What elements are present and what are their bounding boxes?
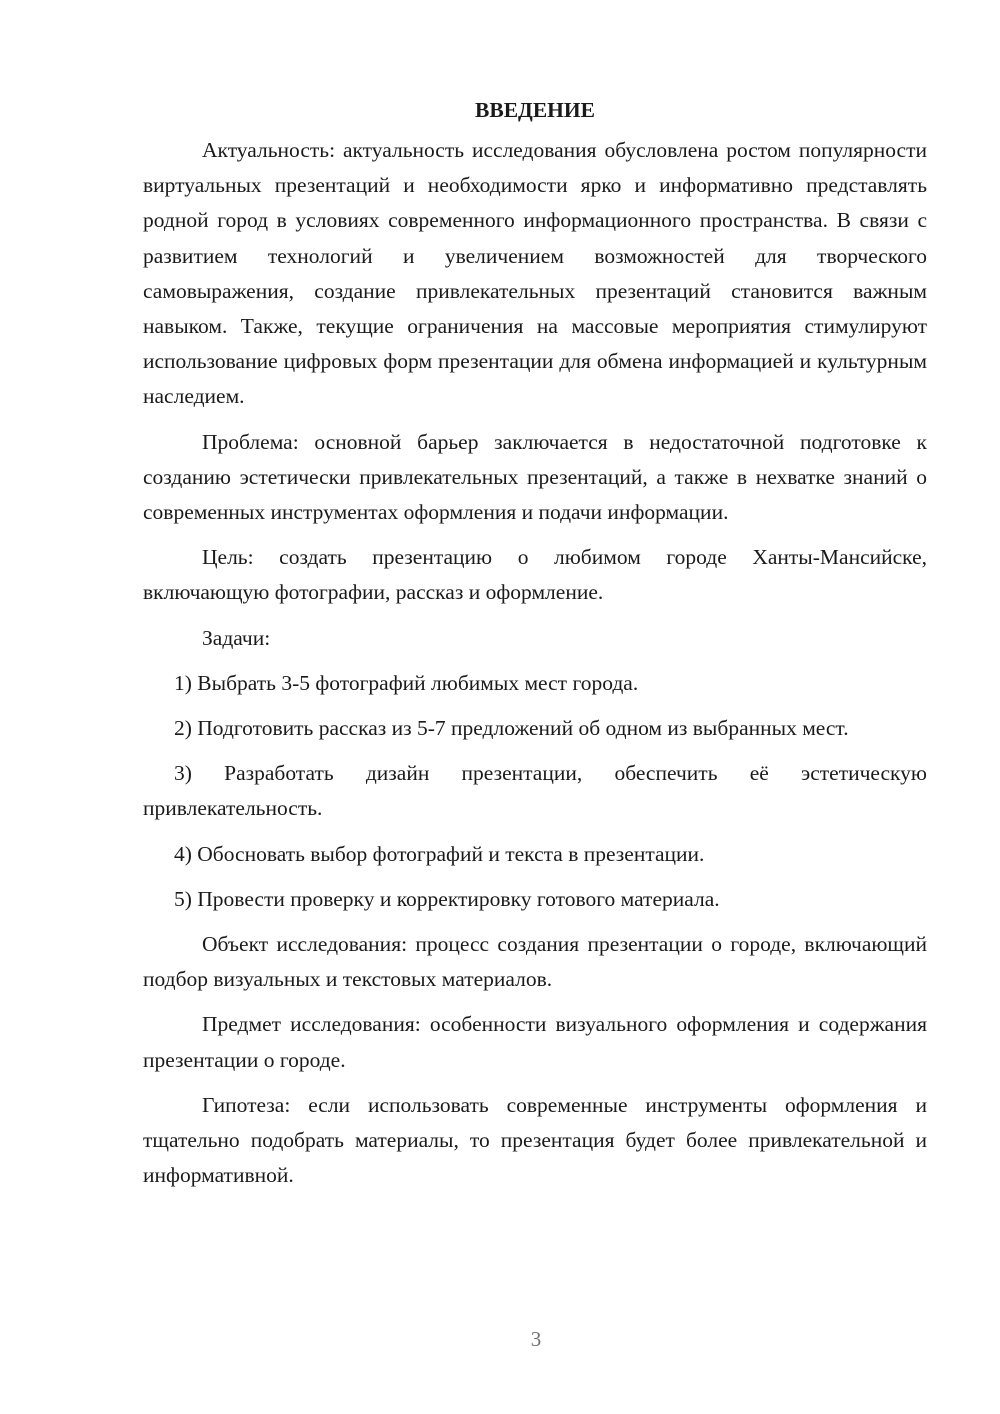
task-item: 4) Обосновать выбор фотографий и текста в презентации.	[174, 841, 705, 866]
hypothesis-paragraph: Гипотеза: если использовать современные инструменты оформления и тщательно подобрать материалы, то презентация будет более привлекательной и информативной.	[143, 1092, 927, 1188]
task-item: 2) Подготовить рассказ из 5-7 предложений об одном из выбранных мест.	[174, 716, 849, 741]
task-item: 3) Разработать дизайн презентации, обеспечить её эстетическую привлекательность.	[143, 761, 927, 821]
goal-paragraph: Цель: создать презентацию о любимом городе Ханты-Мансийске, включающую фотографии, рассказ и оформление.	[143, 545, 927, 605]
object-paragraph: Объект исследования: процесс создания презентации о городе, включающий подбор визуальных и текстовых материалов.	[143, 932, 927, 992]
subject-paragraph: Предмет исследования: особенности визуального оформления и содержания презентации о городе.	[143, 1012, 927, 1072]
task-item: 1) Выбрать 3-5 фотографий любимых мест города.	[174, 670, 639, 695]
section-heading: ВВЕДЕНИЕ	[475, 98, 595, 122]
relevance-paragraph: Актуальность: актуальность исследования обусловлена ростом популярности виртуальных презентаций и необходимости ярко и информативно представлять родной город в условиях современного информационного пространства. В связи с развитием технологий и увеличением возможностей для творческого самовыражения, создание привлекательных презентаций становится важным навыком. Также, текущие ограничения на массовые мероприятия стимулируют использование цифровых форм презентации для обмена информацией и культурным наследием.	[143, 138, 927, 409]
document-page	[143, 93, 927, 1203]
task-item: 5) Провести проверку и корректировку готового материала.	[174, 886, 720, 911]
tasks-title: Задачи:	[202, 625, 271, 650]
page-number: 3	[530, 1327, 542, 1351]
problem-paragraph: Проблема: основной барьер заключается в недостаточной подготовке к созданию эстетически привлекательных презентаций, а также в нехватке знаний о современных инструментах оформления и подачи информации.	[143, 429, 927, 525]
